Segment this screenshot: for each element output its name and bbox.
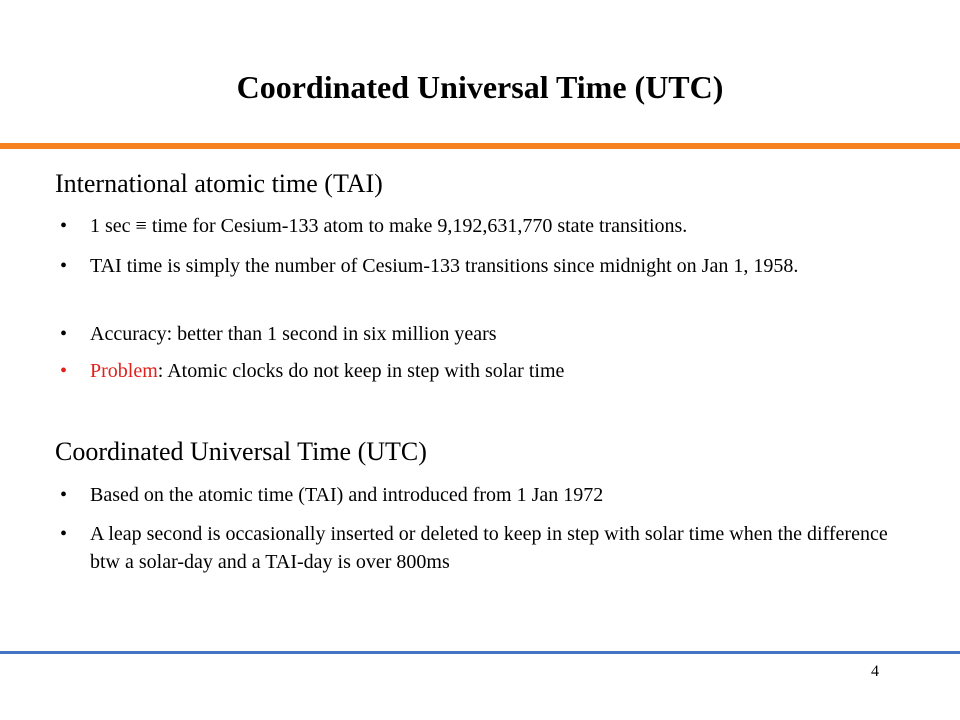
bullet-text	[90, 357, 900, 385]
slide-title: Coordinated Universal Time (UTC)	[236, 69, 724, 105]
bullet-text: 1 sec ≡ time for Cesium-133 atom to make 9,192,631,770 state transitions.	[90, 215, 688, 237]
list-item	[60, 481, 900, 509]
bullet-text: A leap second is occasionally inserted or deleted to keep in step with solar time when the difference btw a solar-day and a TAI-day is over 800ms	[90, 523, 888, 573]
list-item	[60, 320, 900, 348]
list-item	[60, 357, 900, 385]
section-heading-utc: Coordinated Universal Time (UTC)	[55, 437, 427, 466]
bullet-icon: •	[60, 360, 68, 382]
bullet-text-rest: : Atomic clocks do not keep in step with solar time	[157, 360, 565, 382]
bullet-text: Accuracy: better than 1 second in six million years	[90, 323, 497, 345]
emphasis-label: Problem	[90, 360, 158, 382]
footer-divider	[0, 651, 960, 654]
bullet-icon: •	[60, 215, 68, 237]
list-item	[60, 520, 900, 576]
page-number: 4	[871, 663, 879, 680]
bullet-text: TAI time is simply the number of Cesium-133 transitions since midnight on Jan 1, 1958.	[90, 255, 799, 277]
bullet-icon: •	[60, 484, 68, 506]
bullet-icon: •	[60, 523, 68, 545]
title-divider	[0, 143, 960, 149]
bullet-text: Based on the atomic time (TAI) and introduced from 1 Jan 1972	[90, 484, 604, 506]
section-heading-tai: International atomic time (TAI)	[55, 169, 383, 198]
bullet-icon: •	[60, 255, 68, 277]
list-item	[60, 212, 900, 240]
bullet-icon: •	[60, 323, 68, 345]
list-item	[60, 252, 900, 280]
